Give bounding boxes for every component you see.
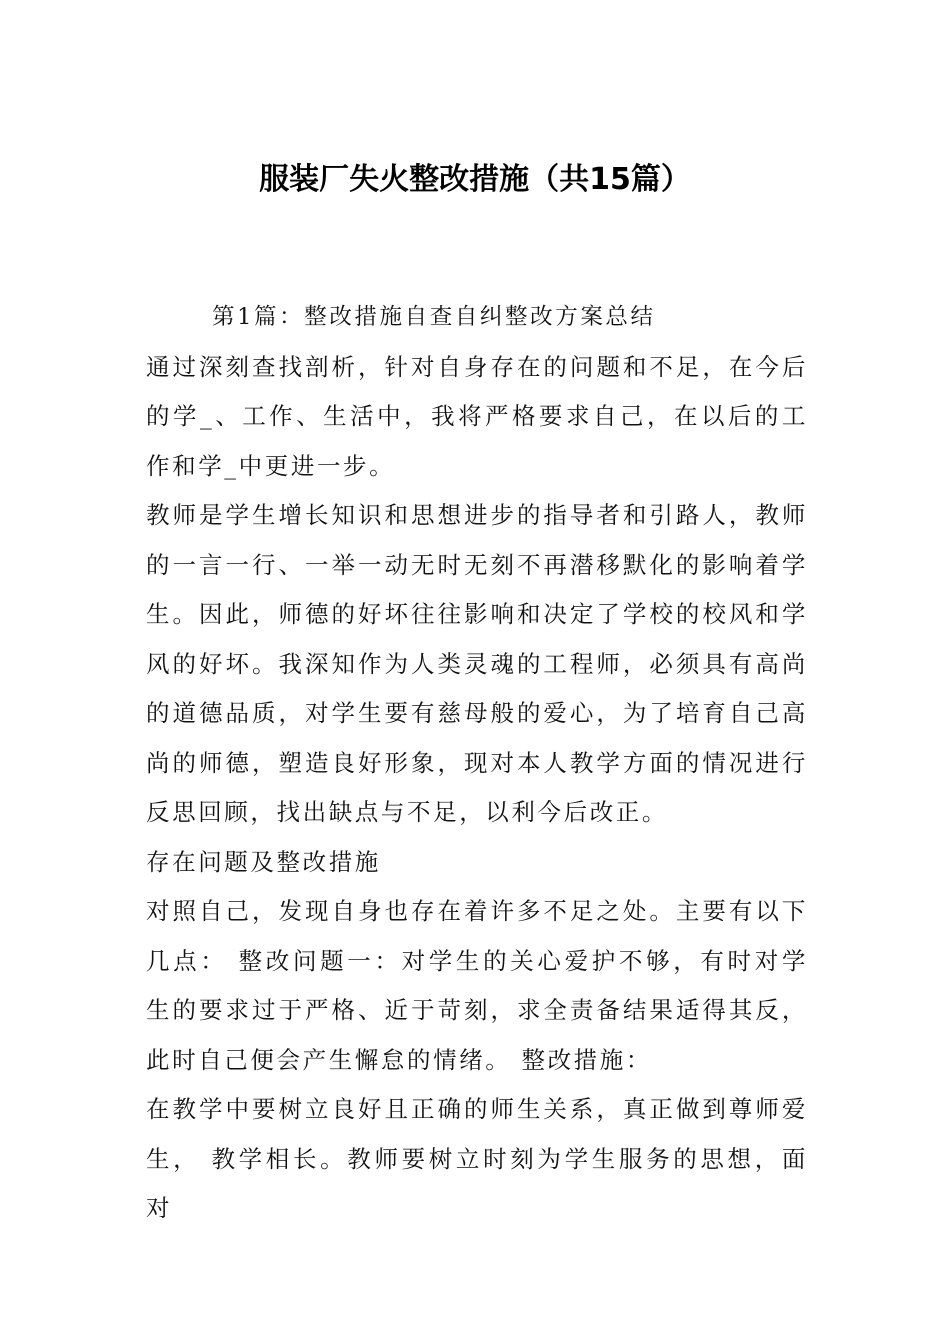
paragraph: 对照自己，发现自身也存在着许多不足之处。主要有以下几点： 整改问题一：对学生的关心爱护不够，有时对学生的要求过于严格、近于苛刻，求全责备结果适得其反，此时自己便会产生懈怠的情绪。 整改措施：: [146, 897, 808, 1074]
paragraph: 教师是学生增长知识和思想进步的指导者和引路人，教师的一言一行、一举一动无时无刻不再潜移默化的影响着学生。因此，师德的好坏往往影响和决定了学校的校风和学风的好坏。我深知作为人类灵魂的工程师，必须具有高尚的道德品质，对学生要有慈母般的爱心，为了培育自己高尚的师德，塑造良好形象，现对本人教学方面的情况进行反思回顾，找出缺点与不足，以利今后改正。: [146, 501, 808, 826]
subheading: 存在问题及整改措施: [146, 847, 381, 876]
paragraph: 通过深刻查找剖析，针对自身存在的问题和不足，在今后的学_、工作、生活中，我将严格要求自己，在以后的工作和学_中更进一步。: [146, 352, 808, 480]
document-body: [146, 293, 808, 1234]
section-heading: 第1篇：整改措施自查自纠整改方案总结: [212, 304, 656, 330]
document-title: 服装厂失火整改措施（共15篇）: [259, 162, 691, 197]
paragraph: 在教学中要树立良好且正确的师生关系，真正做到尊师爱生， 教学相长。教师要树立时刻为学生服务的思想，面对: [146, 1095, 808, 1222]
